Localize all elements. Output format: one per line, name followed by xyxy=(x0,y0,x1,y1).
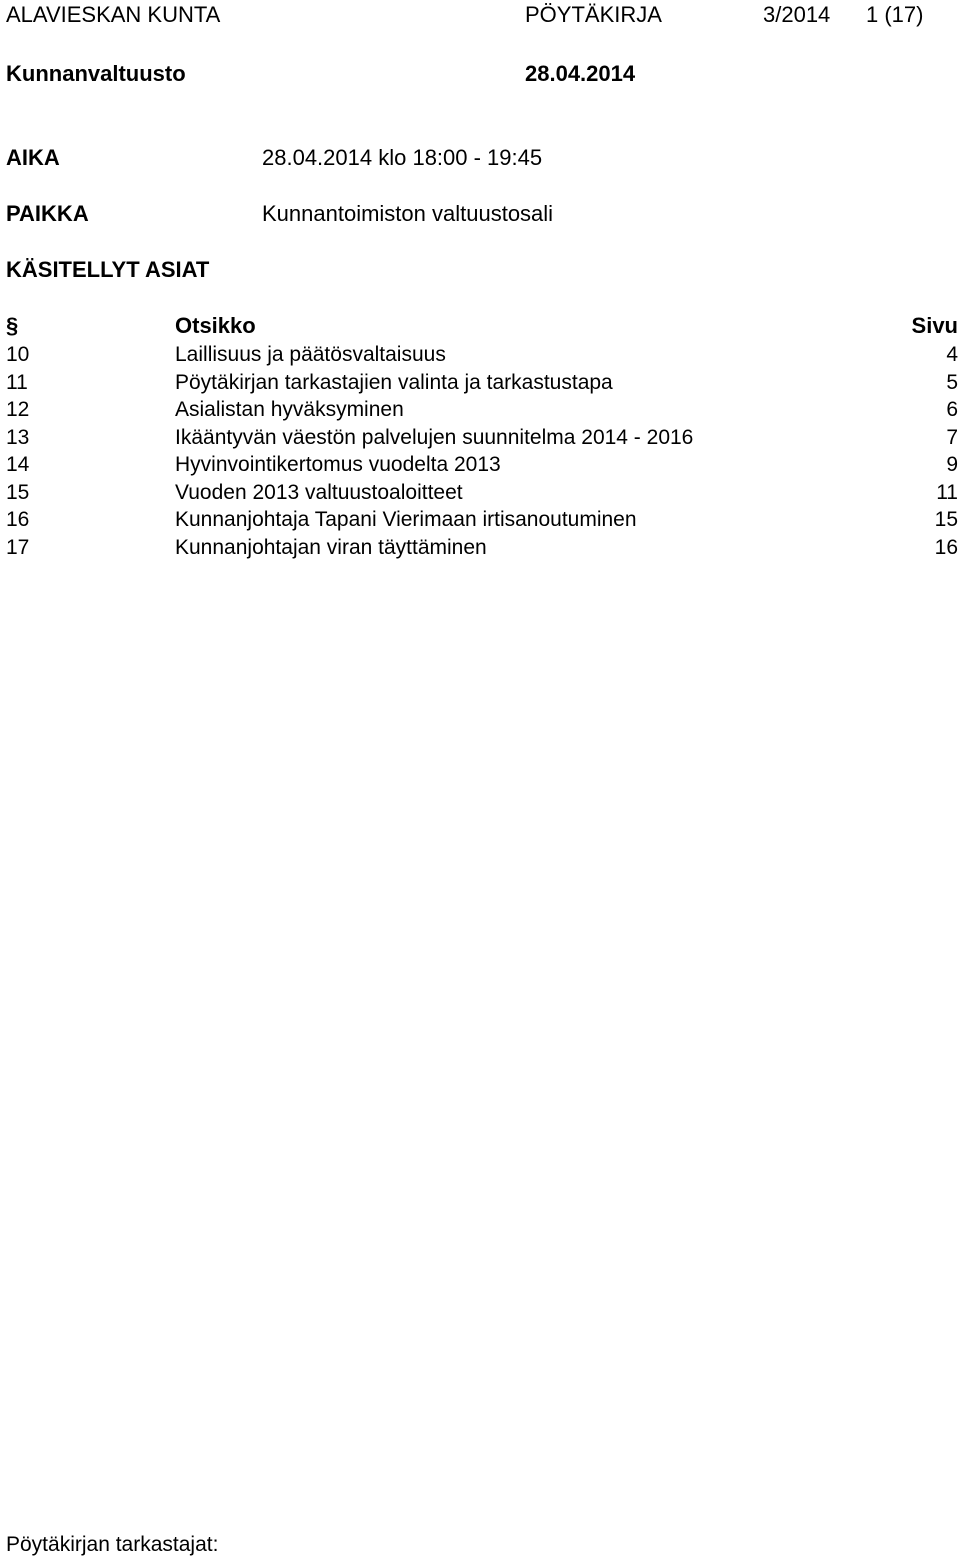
toc-row xyxy=(0,426,960,453)
toc-item-number: 12 xyxy=(6,398,30,421)
toc-item-number: 11 xyxy=(6,371,28,394)
toc-item-number: 10 xyxy=(6,343,30,366)
title-column-header: Otsikko xyxy=(175,313,256,338)
place-label: PAIKKA xyxy=(6,201,89,226)
toc-item-number: 15 xyxy=(6,481,30,504)
toc-item-title: Ikääntyvän väestön palvelujen suunnitelma 2014 - 2016 xyxy=(175,426,694,449)
toc-item-title: Laillisuus ja päätösvaltaisuus xyxy=(175,343,446,366)
time-label: AIKA xyxy=(6,145,60,170)
toc-item-title: Hyvinvointikertomus vuodelta 2013 xyxy=(175,453,501,476)
document-number: 3/2014 xyxy=(763,2,831,27)
toc-item-page: 15 xyxy=(934,508,958,531)
toc-item-page: 4 xyxy=(946,343,958,366)
toc-item-page: 6 xyxy=(946,398,958,421)
municipality-name: ALAVIESKAN KUNTA xyxy=(6,2,221,27)
toc-row xyxy=(0,508,960,535)
toc-item-number: 16 xyxy=(6,508,30,531)
toc-row xyxy=(0,536,960,563)
toc-item-title: Vuoden 2013 valtuustoaloitteet xyxy=(175,481,463,504)
page-indicator: 1 (17) xyxy=(866,2,924,27)
toc-item-page: 9 xyxy=(946,453,958,476)
toc-item-page: 7 xyxy=(946,426,958,449)
toc-row xyxy=(0,398,960,425)
toc-item-title: Asialistan hyväksyminen xyxy=(175,398,404,421)
section-symbol-header: § xyxy=(6,313,19,338)
toc-row xyxy=(0,453,960,480)
section-heading: KÄSITELLYT ASIAT xyxy=(6,257,210,282)
toc-item-title: Kunnanjohtaja Tapani Vierimaan irtisanoutuminen xyxy=(175,508,637,531)
time-value: 28.04.2014 klo 18:00 - 19:45 xyxy=(262,145,543,170)
meeting-date: 28.04.2014 xyxy=(525,61,636,86)
toc-item-number: 14 xyxy=(6,453,30,476)
toc-item-page: 11 xyxy=(936,481,958,504)
document-type: PÖYTÄKIRJA xyxy=(525,2,662,27)
reviewers-label: Pöytäkirjan tarkastajat: xyxy=(6,1533,219,1556)
toc-row xyxy=(0,481,960,508)
toc-item-page: 5 xyxy=(946,371,958,394)
toc-item-number: 13 xyxy=(6,426,30,449)
toc-row xyxy=(0,343,960,370)
body-name: Kunnanvaltuusto xyxy=(6,61,186,86)
toc-item-number: 17 xyxy=(6,536,30,559)
toc-item-page: 16 xyxy=(934,536,958,559)
place-value: Kunnantoimiston valtuustosali xyxy=(262,201,554,226)
toc-item-title: Kunnanjohtajan viran täyttäminen xyxy=(175,536,487,559)
toc-item-title: Pöytäkirjan tarkastajien valinta ja tarkastustapa xyxy=(175,371,613,394)
page-column-header: Sivu xyxy=(911,313,958,338)
toc-row xyxy=(0,371,960,398)
